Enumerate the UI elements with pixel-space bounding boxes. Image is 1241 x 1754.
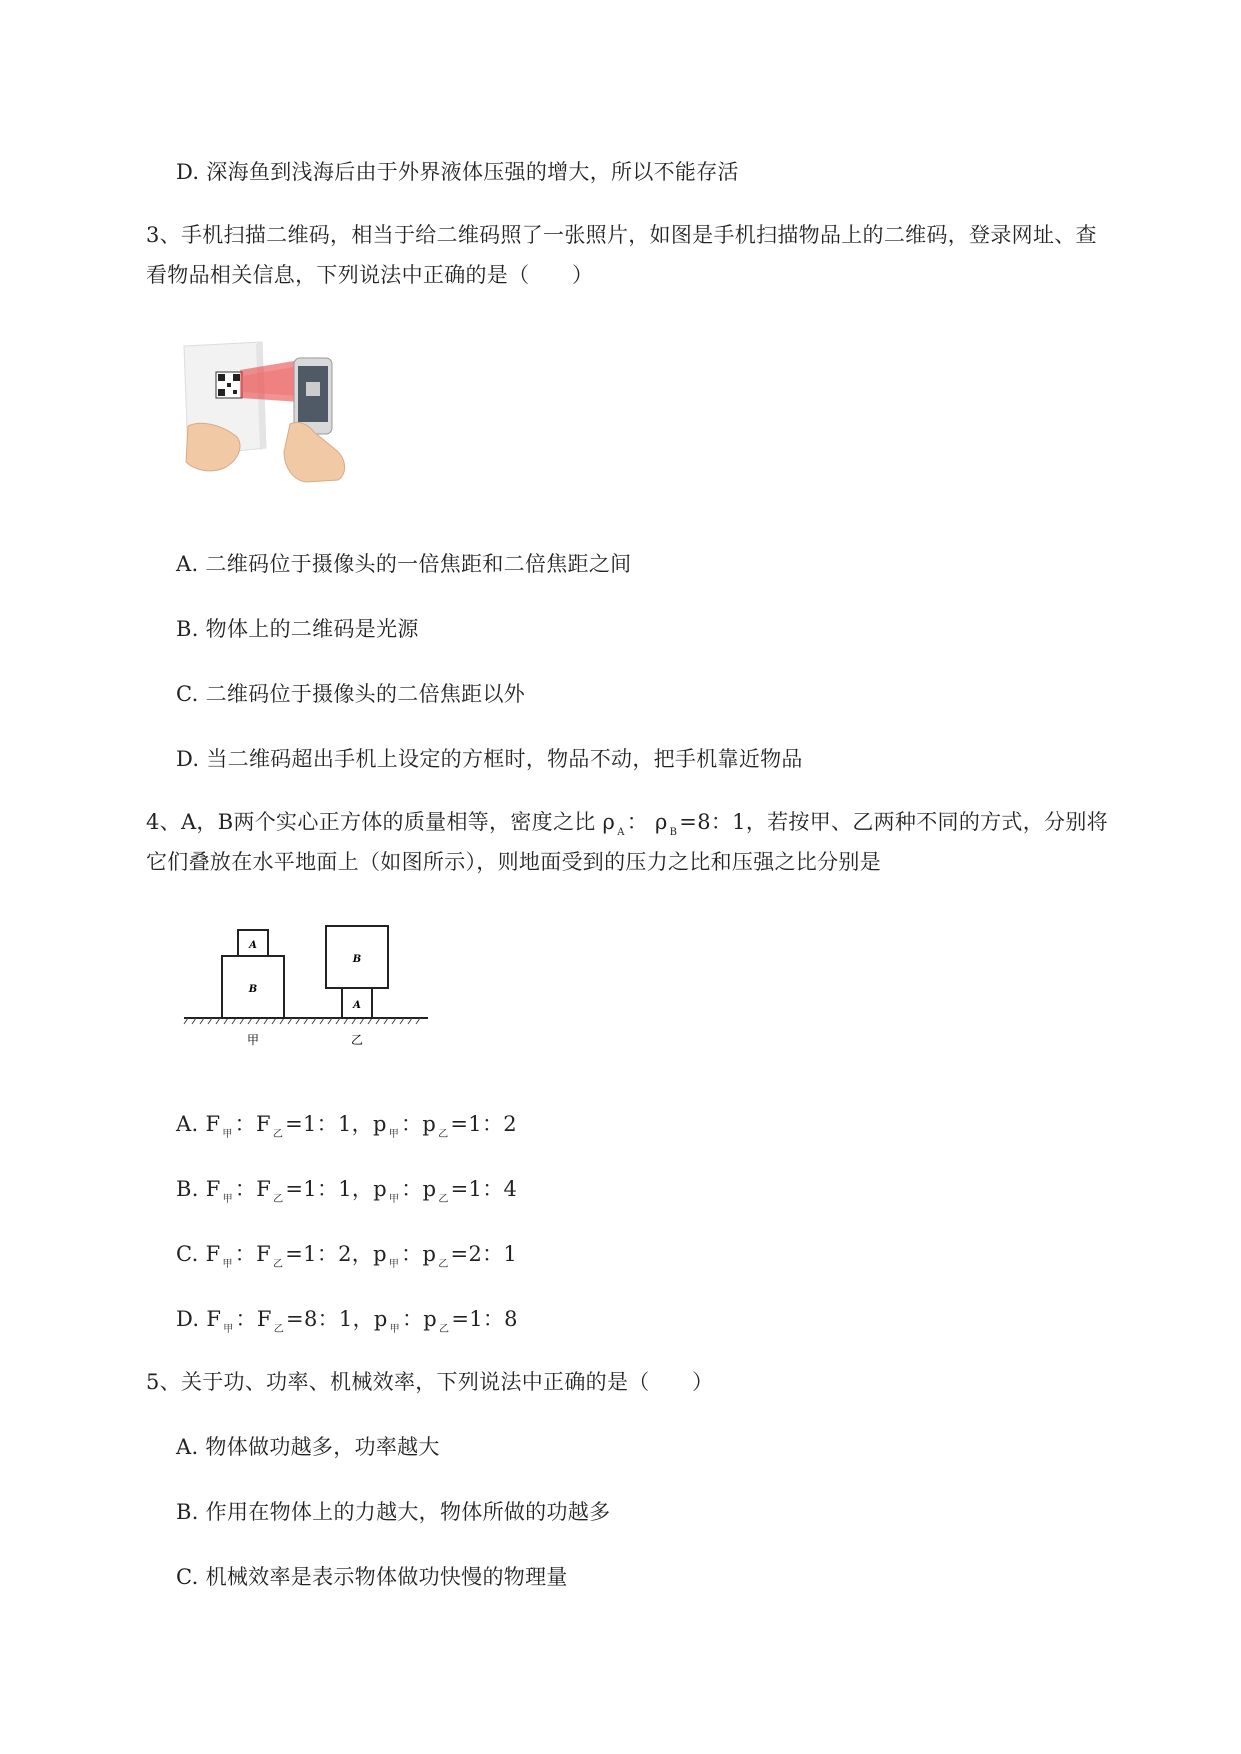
pressure-symbol: p bbox=[422, 1112, 437, 1136]
pressure-ratio: =1：4 bbox=[450, 1177, 518, 1201]
pressure-symbol: p bbox=[422, 1242, 437, 1266]
pressure-symbol: p bbox=[422, 1177, 437, 1201]
q4-stem-part2: ： ρ bbox=[626, 810, 668, 834]
sub-yi: 乙 bbox=[439, 1324, 450, 1335]
sub-jia: 甲 bbox=[222, 1129, 233, 1140]
pressure-ratio: =2：1 bbox=[450, 1242, 518, 1266]
q4-sub-b: B bbox=[669, 827, 678, 838]
sub-yi: 乙 bbox=[272, 1129, 284, 1140]
pressure-ratio: =1：8 bbox=[451, 1307, 518, 1331]
force-ratio: =1：1， bbox=[285, 1112, 373, 1136]
colon: ： bbox=[235, 1307, 257, 1331]
jia-label-a: A bbox=[249, 940, 257, 951]
q4-option-b bbox=[176, 1175, 517, 1208]
pressure-symbol: p bbox=[373, 1242, 387, 1266]
q4-option-d bbox=[176, 1305, 518, 1338]
caption-jia: 甲 bbox=[246, 1033, 260, 1047]
sub-yi: 乙 bbox=[438, 1129, 449, 1140]
force-symbol: F bbox=[206, 1307, 222, 1331]
yi-label-b: B bbox=[352, 954, 362, 965]
force-symbol: F bbox=[256, 1307, 272, 1331]
force-symbol: F bbox=[256, 1177, 272, 1201]
sub-jia: 甲 bbox=[388, 1194, 400, 1205]
q5-option-b: B. 作用在物体上的力越大，物体所做的功越多 bbox=[176, 1500, 611, 1524]
option-letter: C. bbox=[176, 1242, 199, 1266]
colon: ： bbox=[401, 1112, 423, 1136]
pressure-symbol: p bbox=[373, 1307, 388, 1331]
sub-jia: 甲 bbox=[222, 1259, 233, 1270]
q4-stem-part1: 4、A，B两个实心正方体的质量相等，密度之比 ρ bbox=[146, 810, 616, 834]
option-letter: A. bbox=[176, 1112, 199, 1136]
q4-stem-part3: =8：1，若按甲、乙两种不同的方式，分别将 bbox=[679, 810, 1108, 834]
force-symbol: F bbox=[205, 1112, 221, 1136]
sub-jia: 甲 bbox=[388, 1129, 400, 1140]
sub-jia: 甲 bbox=[222, 1194, 233, 1205]
sub-yi: 乙 bbox=[438, 1194, 449, 1205]
q3-option-d: D. 当二维码超出手机上设定的方框时，物品不动，把手机靠近物品 bbox=[176, 747, 803, 771]
q4-sub-a: A bbox=[617, 827, 625, 838]
colon: ： bbox=[401, 1307, 424, 1331]
q5-option-a: A. 物体做功越多，功率越大 bbox=[176, 1435, 440, 1459]
q4-stem-line2: 它们叠放在水平地面上（如图所示），则地面受到的压力之比和压强之比分别是 bbox=[146, 850, 881, 874]
q2-option-d: D. 深海鱼到浅海后由于外界液体压强的增大，所以不能存活 bbox=[176, 160, 739, 184]
pressure-symbol: p bbox=[373, 1177, 387, 1201]
pressure-symbol: p bbox=[423, 1307, 437, 1331]
cube-stacking-diagram bbox=[180, 920, 430, 1060]
q4-stem-line1 bbox=[146, 808, 1108, 841]
jia-label-b: B bbox=[248, 984, 258, 995]
qr-scan-illustration bbox=[180, 340, 360, 488]
sub-jia: 甲 bbox=[223, 1324, 234, 1335]
q3-option-c: C. 二维码位于摄像头的二倍焦距以外 bbox=[176, 682, 526, 706]
force-symbol: F bbox=[205, 1242, 221, 1266]
force-ratio: =1：2， bbox=[285, 1242, 374, 1266]
colon: ： bbox=[234, 1242, 257, 1266]
yi-label-a: A bbox=[353, 1000, 361, 1011]
phone-scanning-qr-photo bbox=[180, 340, 360, 488]
sub-yi: 乙 bbox=[438, 1259, 449, 1270]
sub-yi: 乙 bbox=[272, 1259, 284, 1270]
q5-option-c: C. 机械效率是表示物体做功快慢的物理量 bbox=[176, 1565, 568, 1589]
caption-yi: 乙 bbox=[350, 1033, 364, 1047]
sub-jia: 甲 bbox=[388, 1259, 400, 1270]
colon: ： bbox=[401, 1177, 423, 1201]
force-ratio: =1：1， bbox=[285, 1177, 374, 1201]
sub-jia: 甲 bbox=[389, 1324, 400, 1335]
stacked-cubes-figure bbox=[180, 920, 430, 1060]
force-ratio: =8：1， bbox=[286, 1307, 374, 1331]
option-letter: B. bbox=[176, 1177, 199, 1201]
sub-yi: 乙 bbox=[273, 1194, 284, 1205]
colon: ： bbox=[401, 1242, 423, 1266]
colon: ： bbox=[234, 1177, 257, 1201]
pressure-symbol: p bbox=[372, 1112, 387, 1136]
q3-stem-line2: 看物品相关信息，下列说法中正确的是（ ） bbox=[146, 263, 594, 287]
q4-option-c bbox=[176, 1240, 517, 1273]
pressure-ratio: =1：2 bbox=[450, 1112, 517, 1136]
sub-yi: 乙 bbox=[273, 1324, 285, 1335]
q3-option-a: A. 二维码位于摄像头的一倍焦距和二倍焦距之间 bbox=[176, 552, 632, 576]
q5-stem: 5、关于功、功率、机械效率，下列说法中正确的是（ ） bbox=[146, 1370, 714, 1394]
force-symbol: F bbox=[256, 1242, 271, 1266]
force-symbol: F bbox=[205, 1177, 221, 1201]
option-letter: D. bbox=[176, 1307, 200, 1331]
q3-stem-line1: 3、手机扫描二维码，相当于给二维码照了一张照片，如图是手机扫描物品上的二维码，登录网址、查 bbox=[146, 223, 1097, 247]
force-symbol: F bbox=[255, 1112, 271, 1136]
q4-option-a bbox=[176, 1110, 517, 1143]
colon: ： bbox=[234, 1112, 256, 1136]
q3-option-b: B. 物体上的二维码是光源 bbox=[176, 617, 419, 641]
